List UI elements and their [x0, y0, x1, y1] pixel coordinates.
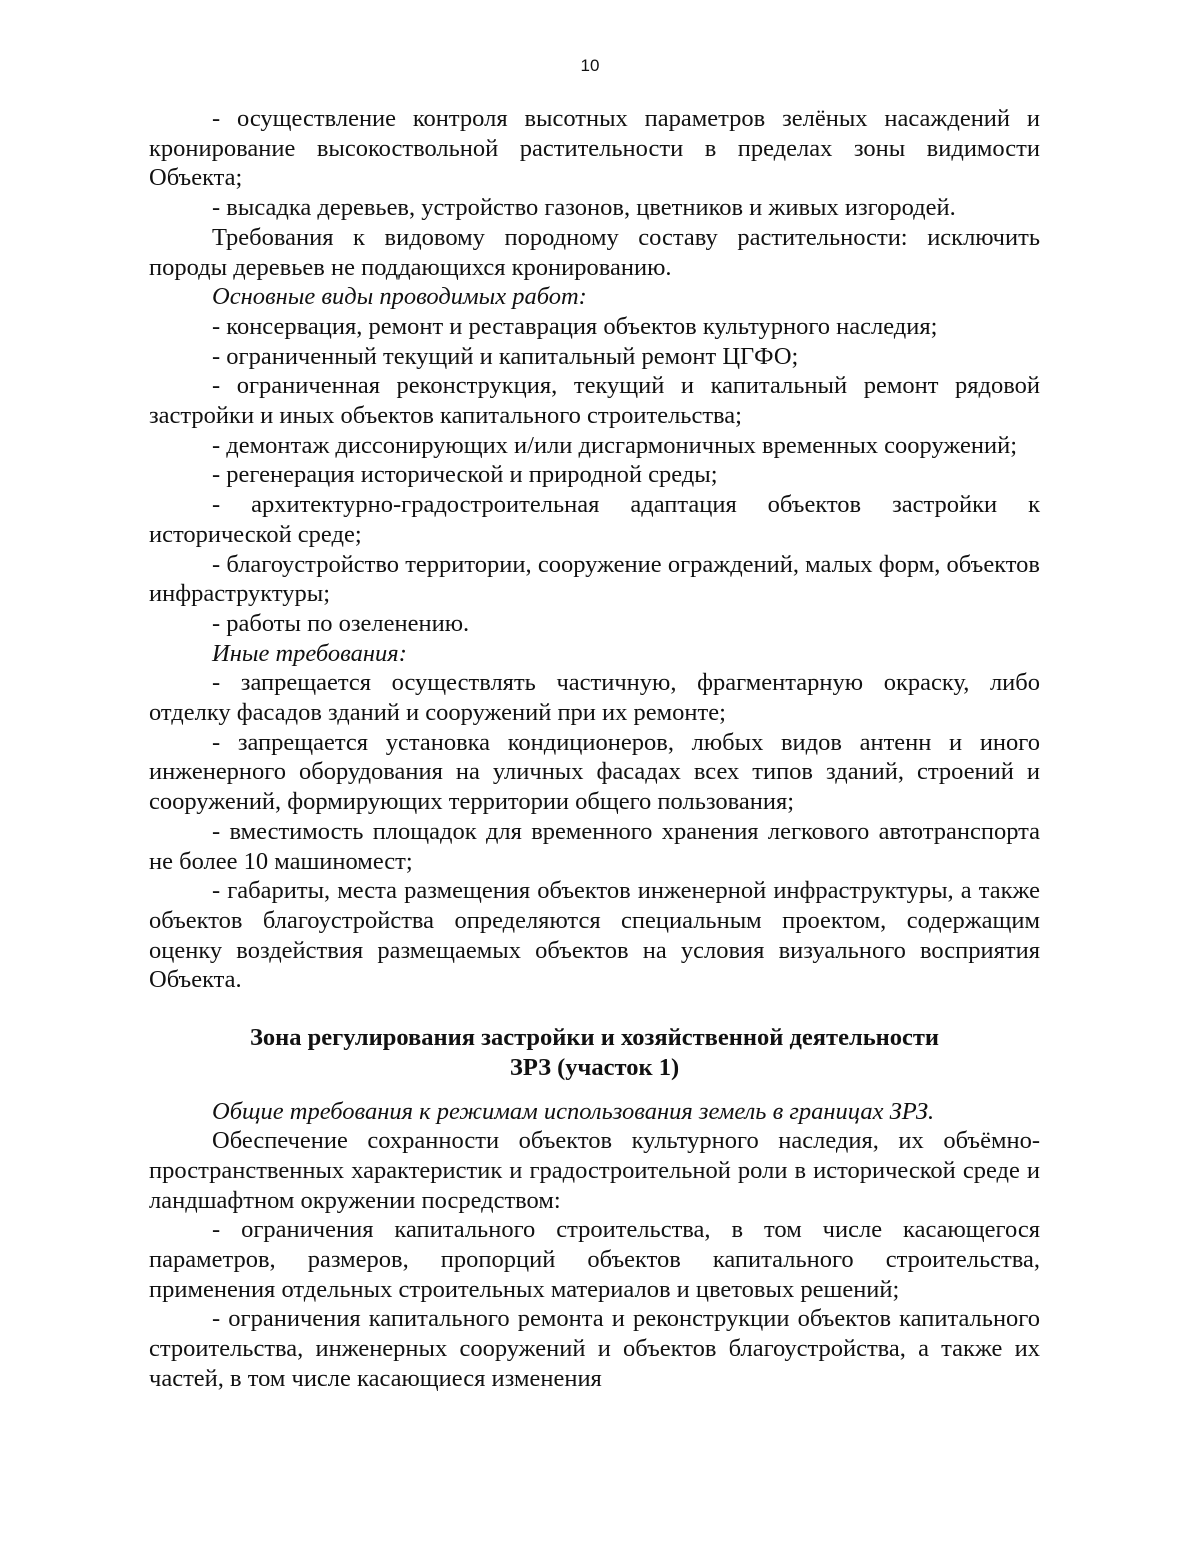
zrz-section — [149, 1097, 1040, 1394]
paragraph: - ограничения капитального ремонта и реконструкции объектов капитального строительства, инженерных сооружений и объектов благоустройства, а также их частей, в том числе касающиеся изменения — [149, 1305, 1040, 1392]
paragraph: - ограниченная реконструкция, текущий и капитальный ремонт рядовой застройки и иных объектов капитального строительства; — [149, 372, 1040, 430]
paragraph: - архитектурно-градостроительная адаптация объектов застройки к исторической среде; — [149, 491, 1040, 548]
paragraph: - запрещается осуществлять частичную, фрагментарную окраску, либо отделку фасадов зданий и сооружений при их ремонте; — [149, 669, 1040, 727]
subheading-italic: Основные виды проводимых работ: — [212, 283, 587, 311]
document-body — [149, 104, 1040, 1394]
paragraph: - вместимость площадок для временного хранения легкового автотранспорта не более 10 машиномест; — [149, 817, 1040, 875]
paragraph: - высадка деревьев, устройство газонов, цветников и живых изгородей. — [212, 194, 956, 222]
paragraph: - габариты, места размещения объектов инженерной инфраструктуры, а также объектов благоустройства определяются специальным проектом, содержащим оценку воздействия размещаемых объектов на условия визуального восприятия Объекта. — [149, 877, 1040, 994]
paragraph: - ограничения капитального строительства, в том числе касающегося параметров, размеров, пропорций объектов капитального строительства, применения отдельных строительных материалов и цветовых решений; — [149, 1216, 1040, 1303]
paragraph: - благоустройство территории, сооружение ограждений, малых форм, объектов инфраструктуры; — [149, 550, 1040, 608]
section-heading-line-2: ЗРЗ (участок 1) — [509, 1053, 680, 1081]
subheading-italic: Общие требования к режимам использования земель в границах ЗРЗ. — [212, 1097, 935, 1125]
paragraph: - консервация, ремонт и реставрация объектов культурного наследия; — [212, 312, 938, 340]
section-heading-line-1: Зона регулирования застройки и хозяйственной деятельности — [249, 1024, 940, 1052]
paragraph: Требования к видовому породному составу растительности: исключить породы деревьев не поддающихся кронированию. — [149, 223, 1040, 281]
paragraph: - ограниченный текущий и капитальный ремонт ЦГФО; — [212, 342, 799, 370]
paragraph: - запрещается установка кондиционеров, любых видов антенн и иного инженерного оборудования на уличных фасадах всех типов зданий, строений и сооружений, формирующих территории общего пользования; — [149, 728, 1040, 816]
paragraph: Обеспечение сохранности объектов культурного наследия, их объёмно-пространственных характеристик и градостроительной роли в исторической среде и ландшафтном окружении посредством: — [149, 1127, 1040, 1214]
requirements-section — [149, 104, 1040, 995]
paragraph: - осуществление контроля высотных параметров зелёных насаждений и кронирование высокоствольной растительности в пределах зоны видимости Объекта; — [149, 105, 1040, 192]
paragraph: - демонтаж диссонирующих и/или дисгармоничных временных сооружений; — [212, 431, 1018, 459]
paragraph: - регенерация исторической и природной среды; — [212, 461, 718, 489]
section-heading — [149, 1023, 1040, 1082]
page-number: 10 — [580, 56, 600, 75]
paragraph: - работы по озеленению. — [212, 609, 470, 637]
subheading-italic: Иные требования: — [212, 639, 407, 667]
